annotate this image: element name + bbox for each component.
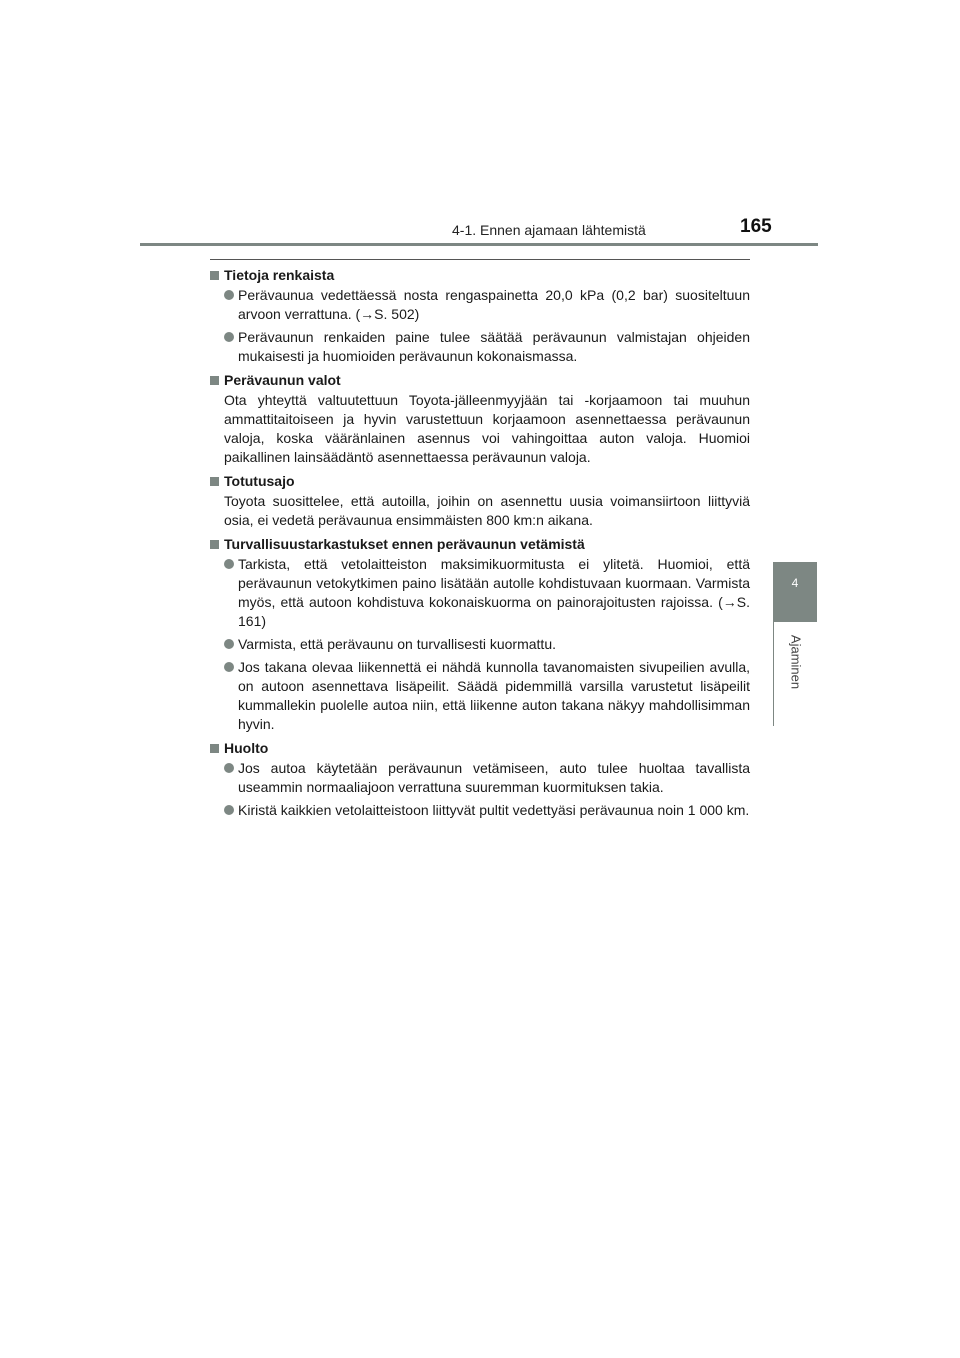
list-item (210, 286, 750, 324)
list-item-text: Jos autoa käytetään perävaunun vetämiseen, auto tulee huoltaa tavallista useammin normaaliajoon verrattuna suuremman kuormituksen takia. (238, 760, 750, 795)
square-bullet-icon (210, 376, 219, 385)
section-title (210, 371, 750, 390)
list-item-text: Tarkista, että vetolaitteiston maksimikuormitusta ei ylitetä. Huomioi, että perävaunun vetokytkimen paino lisätään autolle kohdistuvaan kuormaan. Varmista myös, että autoon kohdistuva kokonaiskuorma on painorajoitusten rajoissa. (→S. 161) (238, 556, 750, 629)
list-item-text: Perävaunua vedettäessä nosta rengaspainetta 20,0 kPa (0,2 bar) suositeltuun arvoon verrattuna. (→S. 502) (238, 287, 750, 322)
circle-bullet-icon (224, 332, 234, 342)
chapter-label: Ajaminen (788, 634, 804, 690)
page-content (210, 266, 750, 820)
section-title-text: Perävaunun valot (224, 372, 341, 388)
circle-bullet-icon (224, 639, 234, 649)
section-paragraph: Ota yhteyttä valtuutettuun Toyota-jälleenmyyjään tai -korjaamoon tai muuhun ammattitaitoiseen ja hyvin varustettuun korjaamoon asennettaessa perävaunun valoja, koska vääränlainen asennus voi vahingoittaa auton valoja. Huomioi paikallinen lainsäädäntö asennettaessa perävaunun valoja. (224, 392, 750, 465)
circle-bullet-icon (224, 290, 234, 300)
section-title (210, 535, 750, 554)
list-item-text: Perävaunun renkaiden paine tulee säätää perävaunun valmistajan ohjeiden mukaisesti ja huomioiden perävaunun kokonaismassa. (238, 329, 750, 364)
header-rule (140, 243, 818, 246)
square-bullet-icon (210, 477, 219, 486)
circle-bullet-icon (224, 559, 234, 569)
square-bullet-icon (210, 540, 219, 549)
section-title (210, 472, 750, 491)
list-item (210, 635, 750, 654)
list-item (210, 328, 750, 366)
content-top-rule (210, 259, 750, 260)
list-item (210, 801, 750, 820)
square-bullet-icon (210, 744, 219, 753)
chapter-tab (773, 562, 817, 622)
list-item (210, 759, 750, 797)
square-bullet-icon (210, 271, 219, 280)
page-number: 165 (740, 216, 772, 237)
header-section-title: 4-1. Ennen ajamaan lähtemistä (452, 222, 646, 238)
list-item-text: Kiristä kaikkien vetolaitteistoon liittyvät pultit vedettyäsi perävaunua noin 1 000 km. (238, 802, 750, 818)
section-title (210, 266, 750, 285)
list-item-text: Jos takana olevaa liikennettä ei nähdä kunnolla tavanomaisten sivupeilien avulla, on autoon asennettava lisäpeilit. Säädä pidemmillä varsilla varustetut lisäpeilit kummallekin puolelle autoa niin, että liikenne auton takana näkyy mahdollisimman hyvin. (238, 659, 750, 732)
section-paragraph: Toyota suosittelee, että autoilla, joihin on asennettu uusia voimansiirtoon liittyviä osia, ei vedetä perävaunua ensimmäisten 800 km:n aikana. (224, 493, 750, 528)
section-title (210, 739, 750, 758)
list-item (210, 555, 750, 631)
chapter-number: 4 (791, 576, 799, 590)
circle-bullet-icon (224, 805, 234, 815)
section-title-text: Totutusajo (224, 473, 295, 489)
circle-bullet-icon (224, 662, 234, 672)
list-item (210, 658, 750, 734)
list-item-text: Varmista, että perävaunu on turvallisesti kuormattu. (238, 636, 557, 652)
section-title-text: Huolto (224, 740, 269, 756)
section-title-text: Tietoja renkaista (224, 267, 335, 283)
circle-bullet-icon (224, 763, 234, 773)
section-title-text: Turvallisuustarkastukset ennen perävaunun vetämistä (224, 536, 585, 552)
